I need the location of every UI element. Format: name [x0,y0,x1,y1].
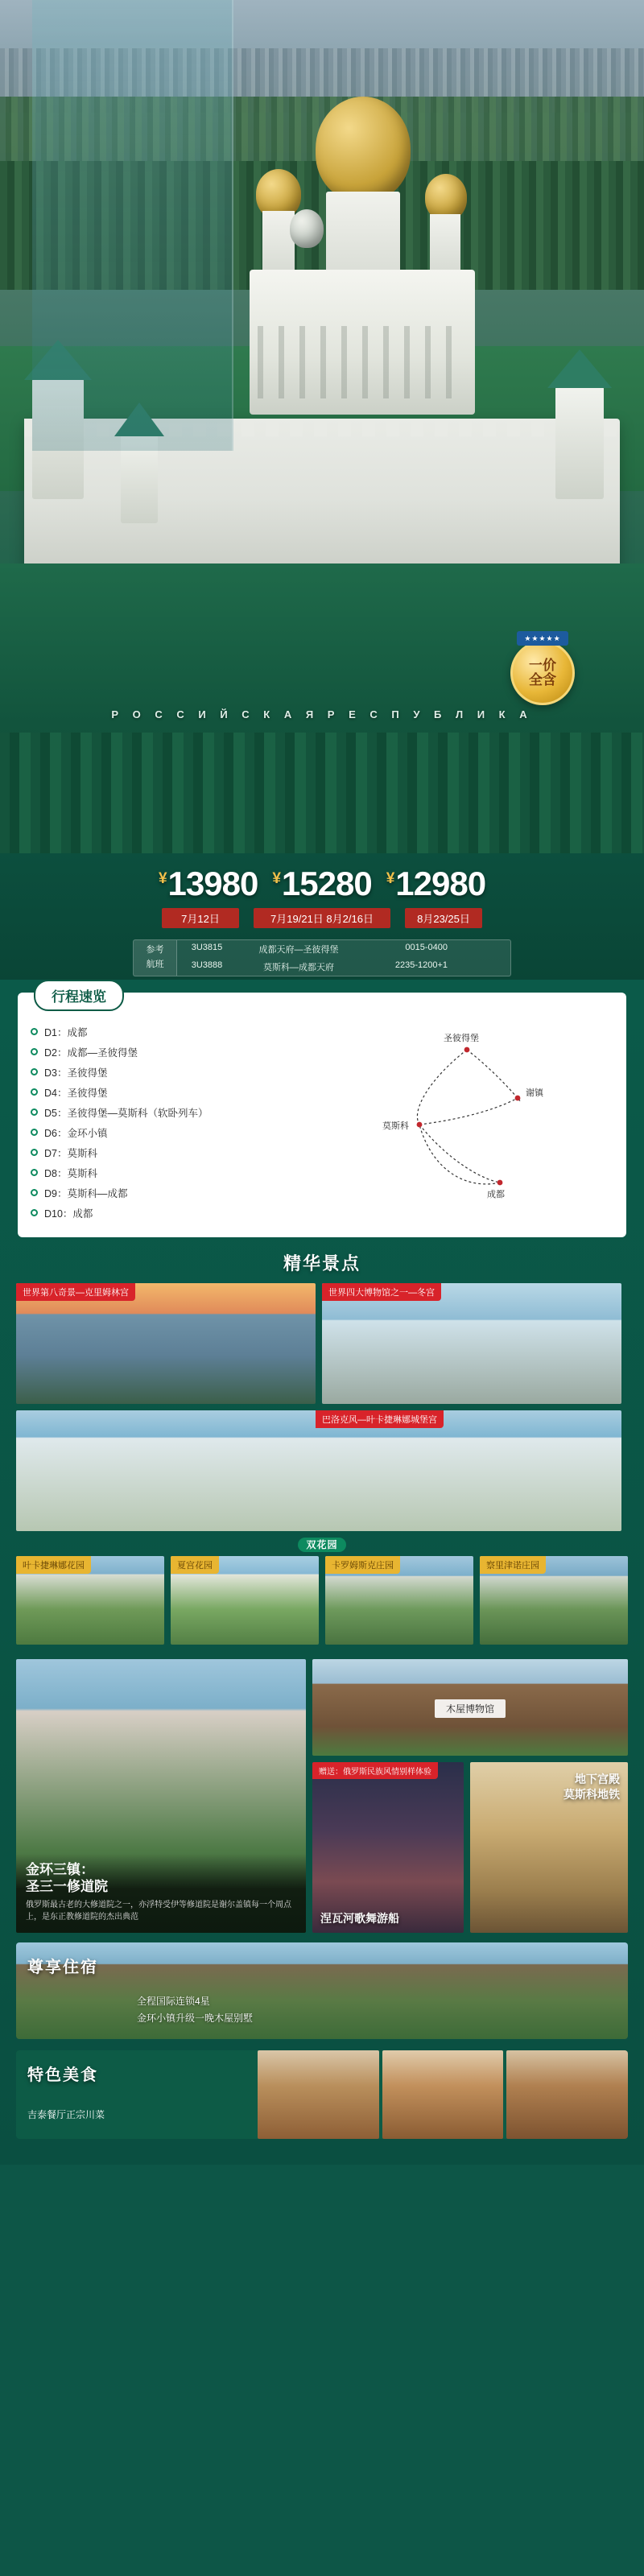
flight-label [134,940,177,976]
itinerary-day: D5：圣彼得堡—莫斯科（软卧列车） [44,1107,208,1119]
list-item [31,1062,232,1082]
currency-symbol: ¥ [386,870,394,887]
dual-flower-tag [16,1538,628,1551]
photo-caption: 夏宫花园 [171,1556,219,1574]
itinerary-day: D4：圣彼得堡 [44,1087,108,1099]
photo-kremlin [16,1283,316,1404]
bullet-icon [31,1028,38,1035]
photo-caption: 卡罗姆斯克庄园 [325,1556,400,1574]
golden-ring-title-line2: 圣三一修道院 [26,1878,108,1894]
photo-folk-dance [312,1762,464,1933]
metro-caption [564,1772,620,1802]
list-item [31,1142,232,1162]
golden-ring-section [0,1659,644,1942]
golden-ring-title [26,1861,296,1896]
photo-caption: 世界四大博物馆之一—冬宫 [322,1283,441,1301]
price-item [386,865,485,903]
flight-info-box [133,939,511,976]
hotel-title: 尊享住宿 [27,1959,98,1976]
photo-catherine-palace [16,1410,621,1531]
country-caption: Р О С С И Й С К А Я Р Е С П У Б Л И К А [111,708,533,720]
wood-museum-label: 木屋博物馆 [435,1699,506,1718]
list-item [31,1183,232,1203]
highlights-row [16,1283,628,1404]
highlights-wrap [0,1283,644,1659]
list-item [31,1042,232,1062]
photo-golden-ring [16,1659,306,1933]
route-map [232,1004,613,1223]
highlights-row [16,1410,628,1531]
photo-caption: 世界第八奇景—克里姆林宫 [16,1283,135,1301]
gift-row [312,1762,628,1933]
flight-time: 2235-1200+1 [394,960,448,970]
flight-time: 0015-0400 [405,943,448,952]
itinerary-day: D8：莫斯科 [44,1167,97,1179]
hero-image [0,0,644,853]
golden-dome-icon [316,97,411,201]
hotel-section [16,1942,628,2039]
map-label-sergiev: 谢镇 [526,1088,543,1098]
bullet-icon [31,1149,38,1156]
flight-rows [177,940,510,976]
flight-label-line1: 参考 [146,945,164,956]
gift-badge: 赠送：俄罗斯民族风情别样体验 [312,1762,438,1779]
photo-food-1 [258,2050,379,2139]
list-item [31,1122,232,1142]
metro-line1: 地下宫殿 [575,1773,620,1785]
list-item [31,1082,232,1102]
flight-route: 莫斯科—成都天府 [263,963,334,972]
cathedral [242,97,483,435]
highlights-title: 精华景点 [283,1253,361,1274]
badge-ribbon: ★★★★★ [517,631,568,646]
map-label-moscow: 莫斯科 [382,1121,409,1131]
price-value [159,865,258,903]
itinerary-day: D3：圣彼得堡 [44,1067,108,1079]
itinerary-day: D9：莫斯科—成都 [44,1187,128,1199]
bullet-icon [31,1088,38,1096]
photo-wood-museum [312,1659,628,1756]
metro-line2: 莫斯科地铁 [564,1787,620,1801]
photo-food-2 [382,2050,504,2139]
map-label-stpetersburg: 圣彼得堡 [444,1034,479,1043]
dome-drum [262,211,295,275]
departure-dates [0,908,644,928]
bullet-icon [31,1209,38,1216]
price-amount: 12980 [395,865,486,902]
photo-caption: 巴洛克风—叶卡捷琳娜城堡宫 [316,1410,444,1428]
photo-sergiev-manor [325,1556,473,1645]
route-map-svg [232,1022,613,1211]
bullet-icon [31,1169,38,1176]
dual-flower-label: 双花园 [298,1538,345,1552]
badge-line2: 全含 [529,672,556,687]
price-row [0,865,644,903]
list-item [31,1022,232,1042]
boat-caption: 涅瓦河歌舞游船 [320,1912,399,1925]
badge-circle [510,641,575,705]
food-section [16,2050,628,2139]
flight-row [177,940,510,958]
golden-ring-title-line1: 金环三镇： [26,1861,94,1877]
food-title: 特色美食 [27,2066,98,2084]
itinerary-list [31,1004,232,1223]
itinerary-day: D2：成都—圣彼得堡 [44,1046,138,1059]
all-inclusive-badge [506,636,580,710]
list-item [31,1203,232,1223]
golden-ring-right [312,1659,628,1933]
flight-number: 3U3815 [191,943,223,952]
golden-ring-text [16,1853,306,1934]
photo-food-3 [506,2050,628,2139]
date-badge: 7月12日 [162,908,239,928]
price-item [272,865,371,903]
dome-drum [430,214,460,275]
food-text-block [16,2050,258,2139]
food-line-1: 吉泰餐厅正宗川菜 [27,2109,105,2120]
glass-overlay [32,0,233,451]
itinerary-title: 行程速览 [34,980,124,1011]
list-item [31,1102,232,1122]
flight-route: 成都天府—圣彼得堡 [258,945,339,955]
food-photos [258,2050,628,2139]
date-badge: 8月23/25日 [405,908,482,928]
date-badge: 7月19/21日 8月2/16日 [254,908,390,928]
hotel-line-1: 全程国际连锁4星 [137,1995,210,2007]
photo-hermitage [322,1283,621,1404]
photo-caption: 察里津诺庄园 [480,1556,546,1574]
silver-dome-icon [290,209,324,248]
photo-summer-garden [171,1556,319,1645]
bullet-icon [31,1048,38,1055]
currency-symbol: ¥ [158,870,167,887]
hotel-line-2: 金环小镇升级一晚木屋别墅 [137,2013,254,2025]
bullet-icon [31,1129,38,1136]
photo-caption: 叶卡捷琳娜花园 [16,1556,91,1574]
itinerary-day: D1：成都 [44,1026,88,1038]
price-value [386,865,485,903]
hotel-lines [137,1993,253,2028]
price-section [0,853,644,980]
itinerary-day: D7：莫斯科 [44,1147,97,1159]
bullet-icon [31,1189,38,1196]
footer-spacer [0,2150,644,2165]
price-item [159,865,258,903]
bullet-icon [31,1108,38,1116]
photo-tsaritsyno [480,1556,628,1645]
corner-tower [555,386,604,499]
gardens-row [16,1556,628,1645]
bullet-icon [31,1068,38,1075]
itinerary-card [18,989,626,1237]
flight-number: 3U3888 [191,960,223,970]
golden-ring-desc: 俄罗斯最古老的大修道院之一，亦浮特受伊等修道院是谢尔盖镇每一个周点上，是东正教修道院的杰出典范 [26,1901,291,1922]
itinerary-day: D6：金环小镇 [44,1127,108,1139]
currency-symbol: ¥ [272,870,280,887]
map-label-chengdu: 成都 [487,1190,505,1199]
flight-row [177,958,510,976]
list-item [31,1162,232,1183]
price-amount: 13980 [167,865,258,902]
price-value [272,865,371,903]
price-amount: 15280 [281,865,372,902]
cathedral-body [250,270,475,415]
photo-catherine-garden [16,1556,164,1645]
photo-moscow-metro [470,1762,628,1933]
flight-label-line2: 航班 [146,960,164,969]
food-inner [16,2050,628,2139]
itinerary-day: D10：成都 [44,1208,93,1220]
badge-line1: 一价 [529,658,556,674]
foreground-trees [0,733,644,853]
